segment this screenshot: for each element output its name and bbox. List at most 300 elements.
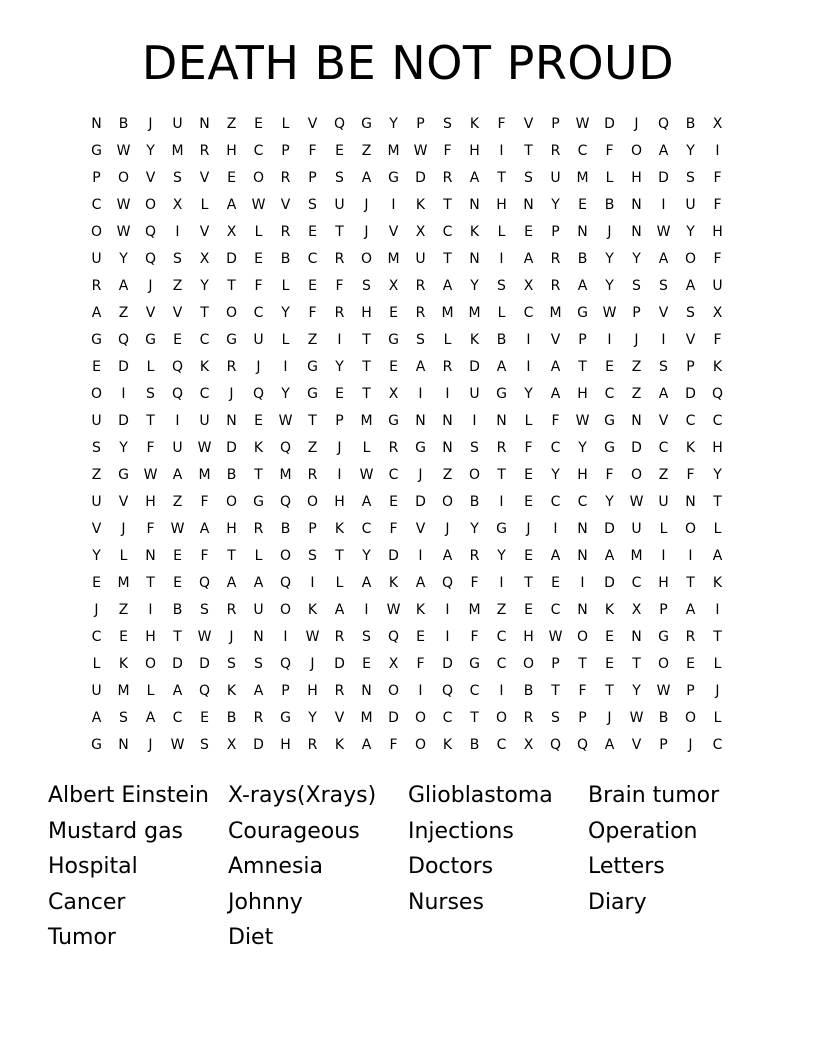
- grid-letter: K: [388, 575, 399, 591]
- grid-letter: G: [253, 494, 264, 510]
- grid-letter: N: [145, 548, 156, 564]
- grid-letter: I: [715, 602, 720, 618]
- word-list-item: Hospital: [48, 854, 138, 879]
- grid-letter: O: [414, 710, 427, 726]
- grid-letter: S: [686, 305, 695, 321]
- grid-letter: T: [146, 413, 155, 429]
- grid-letter: Y: [281, 386, 290, 402]
- grid-letter: Y: [146, 143, 155, 159]
- grid-letter: Y: [335, 359, 344, 375]
- grid-letter: L: [146, 359, 155, 375]
- grid-letter: E: [254, 116, 263, 132]
- grid-letter: H: [226, 521, 237, 537]
- grid-letter: Q: [279, 575, 292, 591]
- grid-letter: Q: [549, 737, 562, 753]
- grid-letter: N: [442, 440, 453, 456]
- grid-letter: F: [578, 683, 587, 699]
- grid-letter: X: [172, 197, 183, 213]
- grid-letter: X: [388, 656, 399, 672]
- grid-letter: J: [337, 440, 342, 456]
- grid-letter: L: [713, 656, 722, 672]
- grid-letter: P: [686, 359, 695, 375]
- grid-letter: R: [334, 251, 345, 267]
- grid-letter: O: [225, 305, 238, 321]
- grid-letter: Q: [333, 116, 346, 132]
- grid-letter: H: [631, 170, 642, 186]
- grid-letter: Q: [117, 332, 130, 348]
- grid-letter: H: [577, 467, 588, 483]
- grid-letter: S: [470, 440, 479, 456]
- grid-letter: R: [550, 143, 561, 159]
- grid-letter: B: [604, 197, 615, 213]
- grid-letter: E: [605, 629, 614, 645]
- grid-letter: K: [469, 116, 480, 132]
- grid-letter: Z: [118, 602, 129, 618]
- grid-letter: Q: [198, 575, 211, 591]
- grid-letter: X: [388, 278, 399, 294]
- grid-letter: S: [173, 170, 182, 186]
- grid-letter: Z: [91, 467, 102, 483]
- grid-letter: T: [578, 359, 587, 375]
- grid-letter: G: [91, 332, 102, 348]
- grid-letter: I: [310, 575, 315, 591]
- grid-letter: P: [281, 683, 290, 699]
- grid-letter: O: [684, 521, 697, 537]
- grid-letter: A: [334, 602, 345, 618]
- grid-letter: I: [121, 386, 126, 402]
- grid-letter: B: [577, 251, 588, 267]
- grid-letter: G: [307, 386, 318, 402]
- grid-letter: K: [334, 521, 345, 537]
- grid-letter: P: [335, 413, 344, 429]
- grid-letter: A: [604, 737, 615, 753]
- grid-letter: O: [225, 494, 238, 510]
- grid-letter: H: [307, 683, 318, 699]
- grid-letter: I: [499, 683, 504, 699]
- grid-letter: U: [199, 413, 210, 429]
- word-list-item: Amnesia: [228, 854, 324, 879]
- grid-letter: U: [469, 386, 480, 402]
- grid-letter: A: [91, 305, 102, 321]
- grid-letter: C: [172, 710, 183, 726]
- grid-letter: J: [94, 602, 99, 618]
- grid-letter: T: [443, 197, 452, 213]
- grid-letter: T: [551, 683, 560, 699]
- grid-row: [83, 330, 731, 357]
- grid-letter: R: [334, 305, 345, 321]
- grid-letter: E: [119, 629, 128, 645]
- grid-letter: F: [470, 575, 479, 591]
- grid-letter: S: [362, 629, 371, 645]
- word-list: [48, 778, 768, 956]
- grid-letter: G: [226, 332, 237, 348]
- grid-letter: S: [227, 656, 236, 672]
- grid-letter: Y: [686, 143, 695, 159]
- grid-letter: P: [686, 683, 695, 699]
- grid-letter: A: [361, 494, 372, 510]
- grid-letter: A: [550, 386, 561, 402]
- grid-letter: G: [496, 386, 507, 402]
- grid-row: [83, 600, 731, 627]
- grid-letter: U: [685, 197, 696, 213]
- grid-letter: P: [281, 143, 290, 159]
- grid-letter: R: [496, 440, 507, 456]
- grid-letter: I: [661, 332, 666, 348]
- grid-letter: S: [416, 332, 425, 348]
- word-list-item: Nurses: [408, 889, 484, 915]
- grid-letter: K: [712, 359, 723, 375]
- grid-letter: V: [388, 224, 399, 240]
- grid-letter: Y: [470, 278, 479, 294]
- word-list-item: Operation: [588, 818, 698, 844]
- grid-letter: V: [199, 170, 210, 186]
- grid-letter: P: [92, 170, 101, 186]
- grid-letter: F: [335, 278, 344, 294]
- grid-letter: I: [283, 359, 288, 375]
- grid-letter: H: [712, 440, 723, 456]
- grid-letter: G: [415, 440, 426, 456]
- grid-letter: P: [551, 656, 560, 672]
- grid-letter: J: [364, 197, 369, 213]
- grid-letter: C: [550, 602, 561, 618]
- grid-letter: P: [578, 332, 587, 348]
- word-list-item: Courageous: [228, 818, 360, 844]
- grid-letter: O: [495, 710, 508, 726]
- grid-letter: K: [442, 737, 453, 753]
- grid-letter: P: [551, 224, 560, 240]
- grid-letter: W: [251, 197, 266, 213]
- grid-letter: L: [92, 656, 101, 672]
- grid-letter: I: [580, 575, 585, 591]
- grid-letter: W: [278, 413, 293, 429]
- grid-letter: Q: [441, 683, 454, 699]
- grid-letter: E: [92, 359, 101, 375]
- grid-letter: S: [173, 251, 182, 267]
- grid-letter: H: [712, 224, 723, 240]
- grid-letter: H: [523, 629, 534, 645]
- grid-letter: T: [524, 575, 533, 591]
- grid-letter: L: [713, 710, 722, 726]
- word-list-item: Doctors: [408, 854, 494, 879]
- grid-letter: D: [631, 440, 642, 456]
- grid-letter: T: [254, 467, 263, 483]
- grid-letter: L: [281, 278, 290, 294]
- grid-letter: O: [522, 656, 535, 672]
- grid-letter: Q: [144, 251, 157, 267]
- grid-letter: T: [524, 143, 533, 159]
- grid-letter: E: [389, 494, 398, 510]
- grid-letter: W: [575, 413, 590, 429]
- grid-letter: N: [631, 197, 642, 213]
- grid-letter: Y: [632, 251, 641, 267]
- word-list-item: Diary: [588, 889, 647, 915]
- grid-letter: L: [524, 413, 533, 429]
- grid-letter: T: [470, 710, 479, 726]
- grid-letter: J: [688, 737, 693, 753]
- grid-letter: V: [685, 332, 696, 348]
- grid-letter: D: [469, 359, 480, 375]
- grid-letter: C: [388, 467, 399, 483]
- grid-letter: D: [226, 440, 237, 456]
- grid-letter: S: [146, 386, 155, 402]
- grid-letter: J: [418, 467, 423, 483]
- grid-letter: E: [200, 710, 209, 726]
- grid-row: [83, 303, 731, 330]
- grid-letter: J: [364, 224, 369, 240]
- grid-letter: C: [91, 197, 102, 213]
- grid-letter: D: [388, 710, 399, 726]
- grid-letter: L: [200, 197, 209, 213]
- grid-letter: A: [118, 278, 129, 294]
- grid-letter: Y: [632, 683, 641, 699]
- grid-row: [83, 276, 731, 303]
- word-list-item: Mustard gas: [48, 818, 184, 844]
- grid-row: [83, 384, 731, 411]
- grid-letter: X: [226, 737, 237, 753]
- grid-letter: Y: [200, 278, 209, 294]
- grid-letter: A: [685, 278, 696, 294]
- grid-letter: P: [578, 710, 587, 726]
- grid-letter: Q: [576, 737, 589, 753]
- word-list-item: Glioblastoma: [408, 783, 553, 808]
- grid-letter: M: [468, 305, 481, 321]
- grid-letter: P: [659, 602, 668, 618]
- grid-letter: N: [631, 224, 642, 240]
- grid-letter: I: [526, 359, 531, 375]
- grid-letter: V: [550, 332, 561, 348]
- grid-letter: I: [175, 224, 180, 240]
- grid-letter: X: [712, 116, 723, 132]
- grid-letter: M: [387, 251, 400, 267]
- grid-letter: B: [496, 332, 507, 348]
- grid-letter: M: [279, 467, 292, 483]
- grid-letter: B: [226, 710, 237, 726]
- word-list-item: Johnny: [228, 889, 303, 915]
- grid-letter: J: [607, 710, 612, 726]
- grid-letter: G: [604, 440, 615, 456]
- grid-letter: V: [172, 305, 183, 321]
- grid-letter: I: [418, 548, 423, 564]
- grid-letter: O: [441, 494, 454, 510]
- grid-letter: Y: [119, 251, 128, 267]
- grid-letter: L: [713, 521, 722, 537]
- word-list-item: Letters: [588, 854, 665, 879]
- grid-letter: S: [254, 656, 263, 672]
- grid-letter: F: [389, 521, 398, 537]
- grid-letter: S: [524, 170, 533, 186]
- grid-row: [83, 492, 731, 519]
- grid-row: [83, 465, 731, 492]
- grid-letter: H: [469, 143, 480, 159]
- grid-letter: I: [337, 332, 342, 348]
- grid-letter: A: [361, 575, 372, 591]
- letter-grid: [83, 114, 731, 762]
- grid-letter: B: [280, 251, 291, 267]
- grid-letter: Z: [496, 602, 507, 618]
- grid-letter: T: [227, 278, 236, 294]
- grid-letter: V: [145, 305, 156, 321]
- grid-letter: N: [361, 683, 372, 699]
- grid-letter: S: [92, 440, 101, 456]
- grid-letter: A: [604, 548, 615, 564]
- grid-letter: T: [362, 332, 371, 348]
- grid-letter: S: [308, 197, 317, 213]
- grid-letter: L: [659, 521, 668, 537]
- grid-letter: C: [91, 629, 102, 645]
- grid-letter: T: [578, 656, 587, 672]
- grid-letter: D: [442, 656, 453, 672]
- grid-letter: K: [415, 197, 426, 213]
- grid-letter: T: [632, 656, 641, 672]
- grid-letter: E: [578, 197, 587, 213]
- grid-letter: D: [253, 737, 264, 753]
- grid-letter: J: [229, 629, 234, 645]
- grid-letter: I: [445, 602, 450, 618]
- grid-letter: X: [388, 386, 399, 402]
- grid-letter: O: [144, 197, 157, 213]
- grid-letter: W: [386, 602, 401, 618]
- grid-letter: V: [91, 521, 102, 537]
- grid-letter: R: [280, 170, 291, 186]
- grid-letter: Q: [171, 386, 184, 402]
- grid-letter: W: [629, 494, 644, 510]
- grid-letter: W: [656, 683, 671, 699]
- grid-letter: P: [632, 305, 641, 321]
- grid-letter: J: [229, 386, 234, 402]
- grid-letter: K: [604, 602, 615, 618]
- grid-letter: Q: [252, 386, 265, 402]
- grid-letter: H: [658, 575, 669, 591]
- grid-letter: F: [713, 251, 722, 267]
- grid-letter: D: [118, 359, 129, 375]
- grid-letter: R: [253, 710, 264, 726]
- grid-letter: L: [335, 575, 344, 591]
- grid-letter: C: [604, 386, 615, 402]
- grid-letter: M: [117, 683, 130, 699]
- grid-letter: D: [388, 548, 399, 564]
- grid-letter: O: [684, 710, 697, 726]
- grid-letter: V: [523, 116, 534, 132]
- grid-letter: A: [226, 575, 237, 591]
- grid-letter: C: [442, 710, 453, 726]
- grid-letter: S: [200, 737, 209, 753]
- grid-letter: V: [658, 413, 669, 429]
- grid-letter: N: [91, 116, 102, 132]
- grid-letter: J: [526, 521, 531, 537]
- grid-letter: S: [551, 710, 560, 726]
- grid-letter: Z: [307, 332, 318, 348]
- grid-letter: N: [577, 224, 588, 240]
- grid-letter: E: [335, 386, 344, 402]
- grid-letter: I: [175, 413, 180, 429]
- grid-letter: N: [577, 548, 588, 564]
- grid-letter: A: [415, 575, 426, 591]
- grid-letter: U: [253, 332, 264, 348]
- word-list-item: X-rays(Xrays): [228, 783, 377, 808]
- grid-letter: I: [499, 575, 504, 591]
- grid-letter: F: [308, 305, 317, 321]
- grid-letter: I: [391, 197, 396, 213]
- grid-letter: Y: [605, 494, 614, 510]
- grid-letter: F: [443, 143, 452, 159]
- grid-letter: O: [630, 143, 643, 159]
- grid-row: [83, 546, 731, 573]
- grid-letter: O: [360, 251, 373, 267]
- grid-letter: Y: [551, 197, 560, 213]
- grid-letter: J: [607, 224, 612, 240]
- grid-letter: W: [629, 710, 644, 726]
- grid-letter: C: [658, 440, 669, 456]
- grid-letter: I: [715, 143, 720, 159]
- grid-letter: L: [254, 548, 263, 564]
- grid-letter: S: [200, 602, 209, 618]
- grid-letter: R: [91, 278, 102, 294]
- grid-letter: X: [199, 251, 210, 267]
- grid-letter: Y: [605, 251, 614, 267]
- grid-letter: J: [148, 116, 153, 132]
- grid-letter: K: [469, 224, 480, 240]
- grid-letter: E: [254, 413, 263, 429]
- grid-letter: W: [143, 467, 158, 483]
- grid-letter: I: [661, 197, 666, 213]
- grid-letter: U: [631, 521, 642, 537]
- grid-letter: M: [441, 305, 454, 321]
- grid-letter: I: [364, 602, 369, 618]
- grid-letter: Y: [470, 521, 479, 537]
- grid-letter: U: [550, 170, 561, 186]
- grid-letter: F: [713, 170, 722, 186]
- grid-row: [83, 627, 731, 654]
- grid-letter: O: [279, 548, 292, 564]
- word-list-item: Diet: [228, 925, 274, 950]
- grid-letter: F: [497, 116, 506, 132]
- grid-letter: A: [253, 683, 264, 699]
- grid-letter: E: [335, 143, 344, 159]
- grid-letter: M: [468, 602, 481, 618]
- grid-letter: L: [281, 116, 290, 132]
- grid-letter: X: [226, 224, 237, 240]
- grid-letter: G: [91, 737, 102, 753]
- grid-letter: E: [254, 251, 263, 267]
- grid-letter: N: [415, 413, 426, 429]
- grid-letter: C: [307, 251, 318, 267]
- grid-letter: G: [469, 656, 480, 672]
- grid-letter: C: [496, 656, 507, 672]
- grid-letter: S: [362, 278, 371, 294]
- grid-letter: N: [442, 413, 453, 429]
- grid-letter: F: [146, 521, 155, 537]
- grid-letter: H: [496, 197, 507, 213]
- grid-letter: S: [308, 548, 317, 564]
- grid-letter: A: [712, 548, 723, 564]
- grid-letter: D: [658, 170, 669, 186]
- grid-letter: R: [388, 440, 399, 456]
- grid-letter: L: [146, 683, 155, 699]
- grid-letter: A: [91, 710, 102, 726]
- grid-letter: Y: [497, 548, 506, 564]
- grid-row: [83, 411, 731, 438]
- grid-letter: N: [577, 521, 588, 537]
- word-list-item: Cancer: [48, 889, 126, 915]
- grid-letter: J: [148, 278, 153, 294]
- grid-letter: T: [227, 548, 236, 564]
- grid-letter: E: [362, 656, 371, 672]
- grid-letter: I: [418, 386, 423, 402]
- grid-letter: W: [197, 440, 212, 456]
- grid-row: [83, 168, 731, 195]
- grid-letter: R: [442, 359, 453, 375]
- grid-letter: H: [145, 494, 156, 510]
